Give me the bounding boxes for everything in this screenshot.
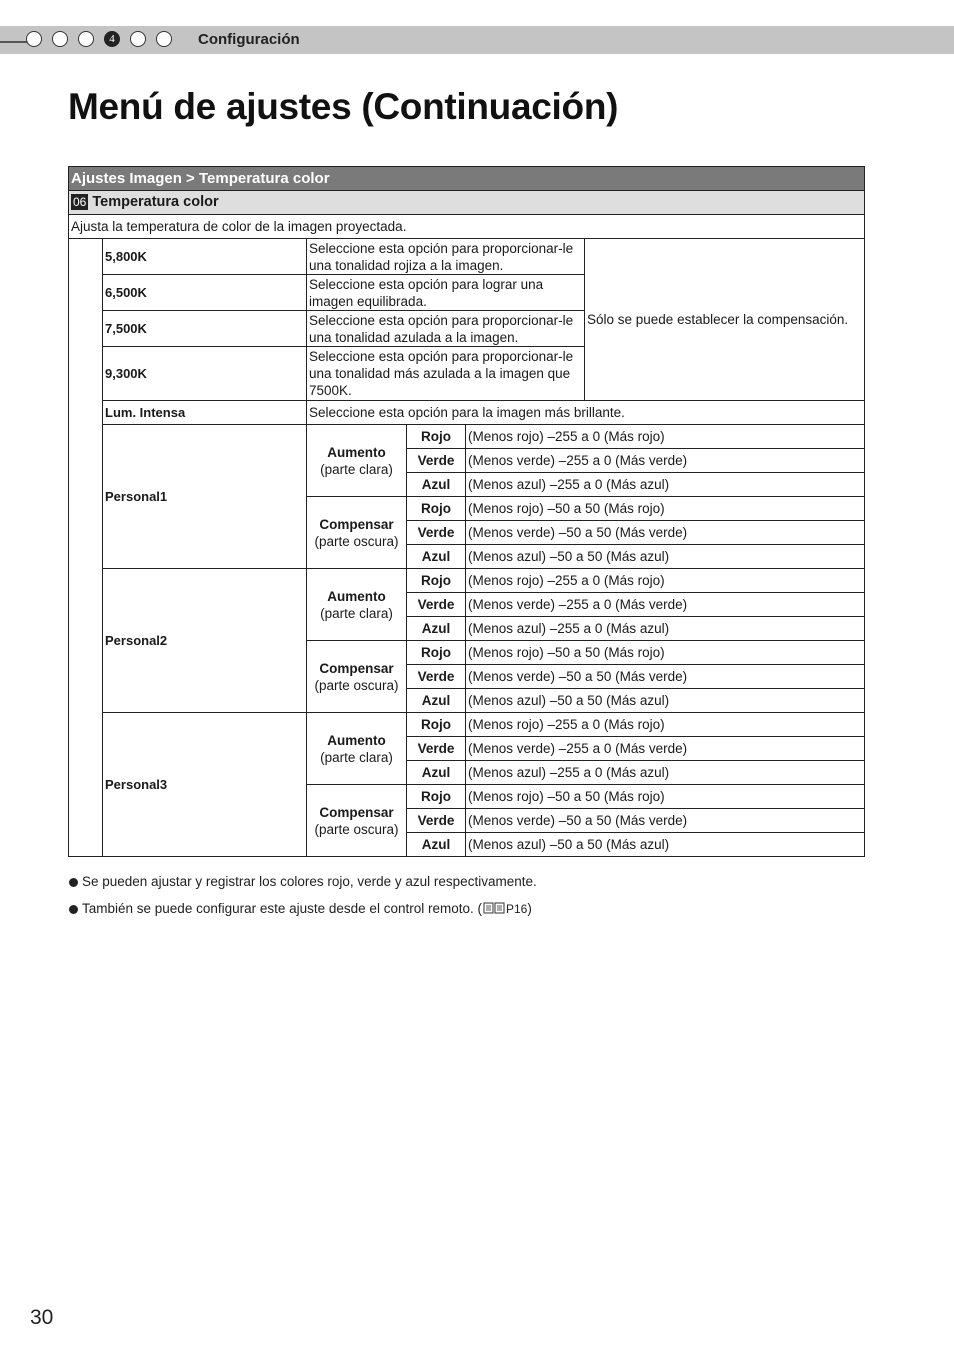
item-number-badge: 06 <box>73 195 87 209</box>
preset-label: 7,500K <box>103 311 307 347</box>
preset-text: Seleccione esta opción para proporcionar-le una tonalidad rojiza a la imagen. <box>307 239 585 275</box>
channel-range: (Menos verde) –255 a 0 (Más verde) <box>466 449 865 473</box>
preset-label: 5,800K <box>103 239 307 275</box>
channel-range: (Menos verde) –255 a 0 (Más verde) <box>466 593 865 617</box>
channel-range: (Menos azul) –255 a 0 (Más azul) <box>466 473 865 497</box>
channel-label: Rojo <box>407 497 466 521</box>
group-name: Compensar <box>319 660 394 676</box>
channel-range: (Menos verde) –50 a 50 (Más verde) <box>466 665 865 689</box>
adjust-group <box>307 641 407 713</box>
note-item <box>68 900 537 918</box>
group-name: Compensar <box>319 516 394 532</box>
channel-range: (Menos azul) –50 a 50 (Más azul) <box>466 545 865 569</box>
channel-range: (Menos verde) –50 a 50 (Más verde) <box>466 521 865 545</box>
channel-range: (Menos rojo) –255 a 0 (Más rojo) <box>466 569 865 593</box>
channel-label: Verde <box>407 737 466 761</box>
item-header <box>69 191 865 215</box>
group-subtitle: (parte oscura) <box>314 677 399 693</box>
section-header: Ajustes Imagen > Temperatura color <box>69 167 865 191</box>
channel-range: (Menos azul) –50 a 50 (Más azul) <box>466 689 865 713</box>
note-item <box>68 873 537 891</box>
channel-label: Verde <box>407 521 466 545</box>
group-name: Aumento <box>327 444 386 460</box>
channel-range: (Menos rojo) –255 a 0 (Más rojo) <box>466 425 865 449</box>
channel-range: (Menos azul) –255 a 0 (Más azul) <box>466 761 865 785</box>
channel-label: Rojo <box>407 713 466 737</box>
lum-label: Lum. Intensa <box>103 401 307 425</box>
adjust-group <box>307 713 407 785</box>
adjust-group <box>307 425 407 497</box>
chapter-dot-2 <box>52 31 68 47</box>
chapter-dot-1 <box>26 31 42 47</box>
group-subtitle: (parte clara) <box>320 605 393 621</box>
page-reference-link[interactable]: P16 <box>505 902 528 916</box>
settings-table <box>68 166 865 857</box>
notes-list <box>68 873 537 927</box>
personal-label: Personal2 <box>103 569 307 713</box>
personal-label: Personal3 <box>103 713 307 857</box>
chapter-dot-3 <box>78 31 94 47</box>
preset-label: 6,500K <box>103 275 307 311</box>
adjust-group <box>307 785 407 857</box>
adjust-group <box>307 569 407 641</box>
group-name: Aumento <box>327 732 386 748</box>
channel-range: (Menos rojo) –50 a 50 (Más rojo) <box>466 785 865 809</box>
channel-label: Azul <box>407 617 466 641</box>
channel-label: Azul <box>407 689 466 713</box>
channel-label: Rojo <box>407 569 466 593</box>
preset-text: Seleccione esta opción para proporcionar-le una tonalidad más azulada a la imagen que 7500K. <box>307 347 585 401</box>
channel-label: Verde <box>407 449 466 473</box>
indent-cell <box>69 239 103 857</box>
chapter-dot-6 <box>156 31 172 47</box>
channel-range: (Menos rojo) –50 a 50 (Más rojo) <box>466 497 865 521</box>
channel-range: (Menos verde) –50 a 50 (Más verde) <box>466 809 865 833</box>
channel-range: (Menos verde) –255 a 0 (Más verde) <box>466 737 865 761</box>
channel-label: Azul <box>407 761 466 785</box>
channel-range: (Menos azul) –50 a 50 (Más azul) <box>466 833 865 857</box>
channel-label: Verde <box>407 809 466 833</box>
channel-label: Verde <box>407 665 466 689</box>
group-subtitle: (parte oscura) <box>314 821 399 837</box>
channel-label: Rojo <box>407 425 466 449</box>
preset-text: Seleccione esta opción para lograr una imagen equilibrada. <box>307 275 585 311</box>
channel-label: Rojo <box>407 641 466 665</box>
channel-label: Rojo <box>407 785 466 809</box>
channel-label: Verde <box>407 593 466 617</box>
group-subtitle: (parte oscura) <box>314 533 399 549</box>
channel-label: Azul <box>407 545 466 569</box>
book-icon <box>483 902 505 914</box>
channel-label: Azul <box>407 473 466 497</box>
chapter-dot-current: 4 <box>104 31 120 47</box>
group-name: Compensar <box>319 804 394 820</box>
note-text: Se pueden ajustar y registrar los colores rojo, verde y azul respectivamente. <box>82 874 537 889</box>
group-subtitle: (parte clara) <box>320 461 393 477</box>
channel-range: (Menos azul) –255 a 0 (Más azul) <box>466 617 865 641</box>
page-number: 30 <box>30 1306 54 1329</box>
group-name: Aumento <box>327 588 386 604</box>
channel-range: (Menos rojo) –255 a 0 (Más rojo) <box>466 713 865 737</box>
item-description: Ajusta la temperatura de color de la imagen proyectada. <box>69 215 865 239</box>
personal-label: Personal1 <box>103 425 307 569</box>
channel-range: (Menos rojo) –50 a 50 (Más rojo) <box>466 641 865 665</box>
channel-label: Azul <box>407 833 466 857</box>
group-subtitle: (parte clara) <box>320 749 393 765</box>
item-title: Temperatura color <box>92 194 219 210</box>
chapter-indicator <box>26 31 172 49</box>
preset-label: 9,300K <box>103 347 307 401</box>
chapter-dot-5 <box>130 31 146 47</box>
preset-text: Seleccione esta opción para proporcionar-le una tonalidad azulada a la imagen. <box>307 311 585 347</box>
page-title: Menú de ajustes (Continuación) <box>68 86 619 127</box>
lum-text: Seleccione esta opción para la imagen más brillante. <box>307 401 865 425</box>
chapter-title: Configuración <box>198 31 300 48</box>
note-text: También se puede configurar este ajuste desde el control remoto. ( <box>82 901 482 916</box>
note-close: ) <box>527 901 532 916</box>
adjust-group <box>307 497 407 569</box>
presets-note: Sólo se puede establecer la compensación. <box>585 239 865 401</box>
